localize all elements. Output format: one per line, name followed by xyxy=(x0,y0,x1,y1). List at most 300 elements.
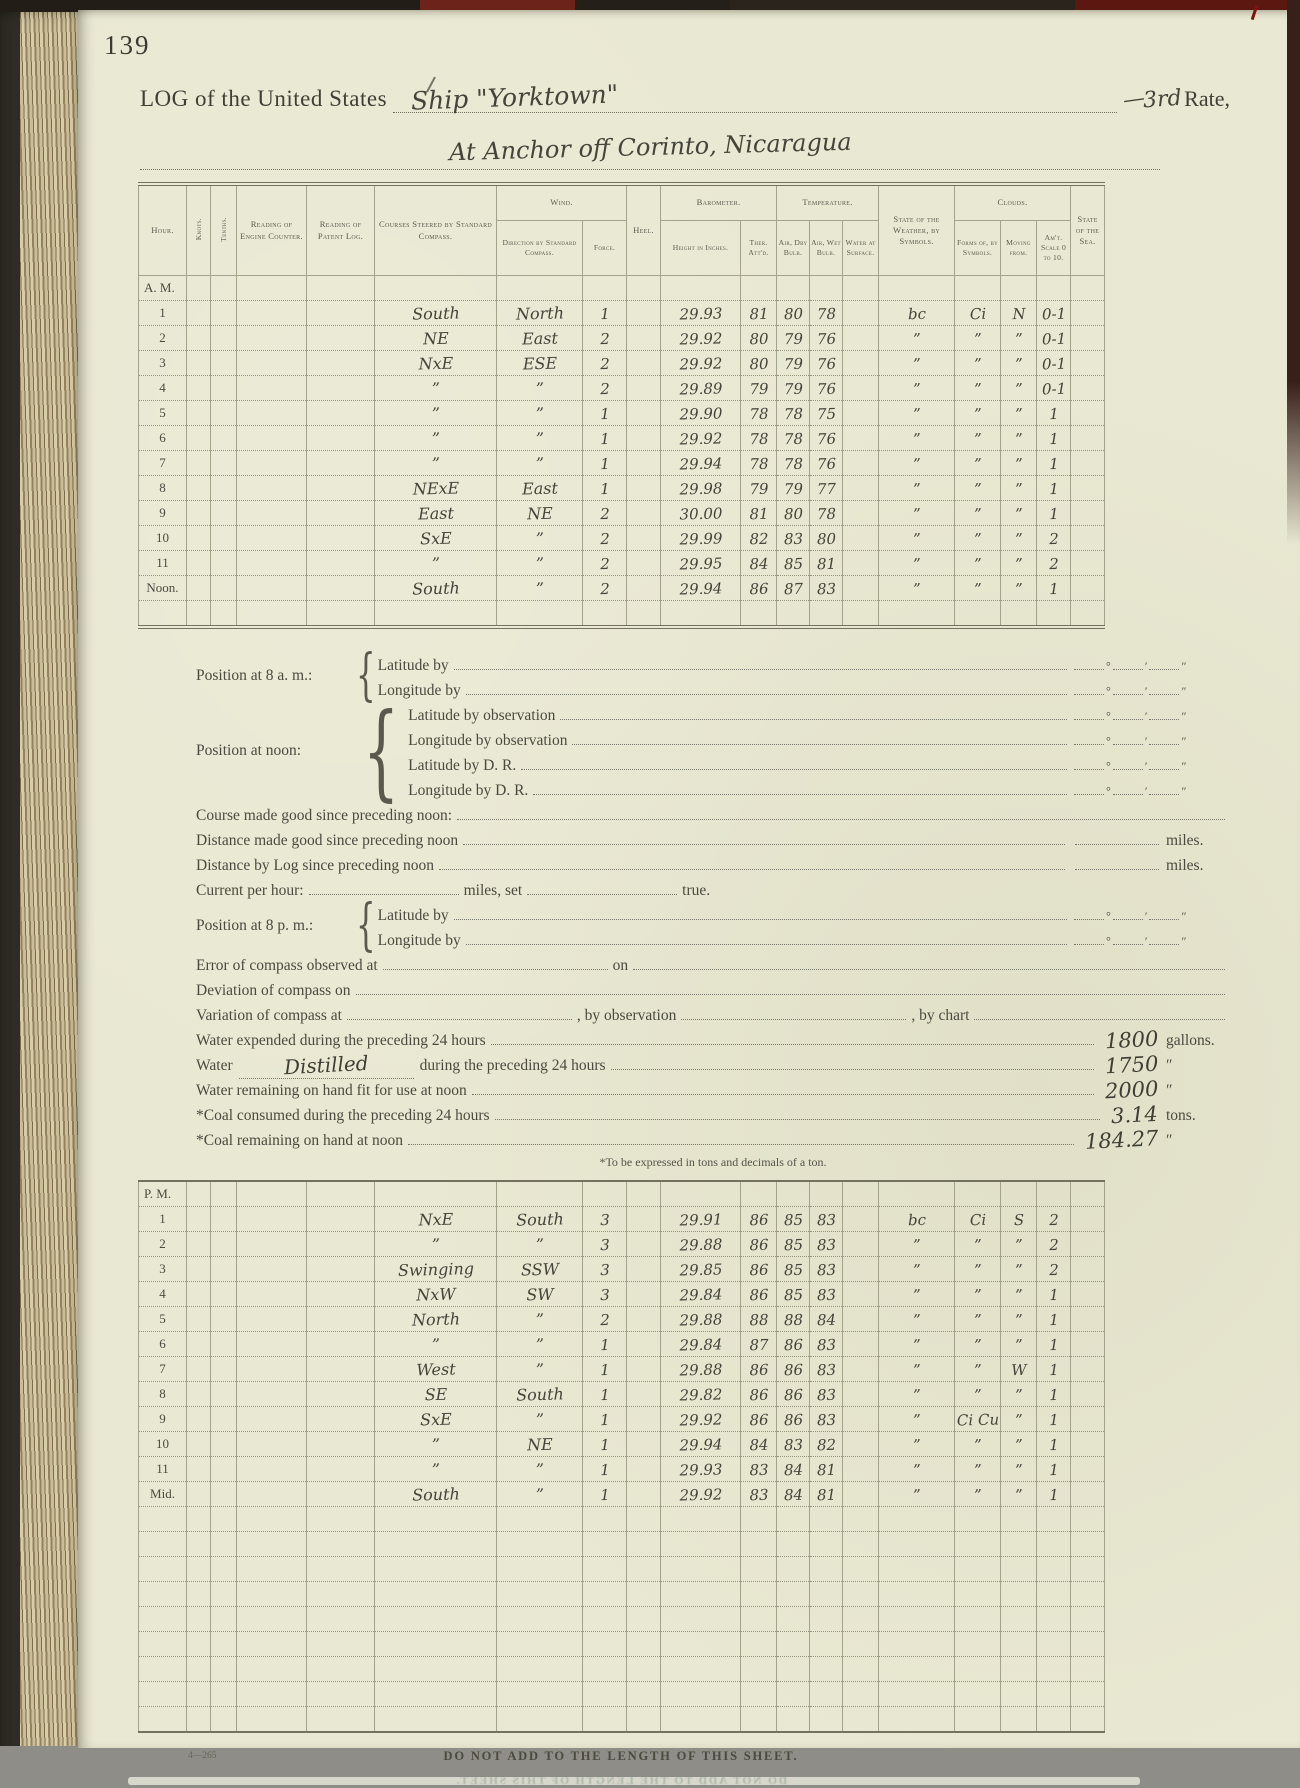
entry-moving: ” xyxy=(1000,1481,1037,1507)
degree-symbol: ° xyxy=(1106,734,1111,748)
blank-line xyxy=(974,1001,1225,1020)
entry-amt: 1 xyxy=(1036,1356,1071,1382)
brace: { xyxy=(356,893,376,958)
col-header-bar-height: Height in Inches. xyxy=(661,221,741,276)
entry-moving: ” xyxy=(1000,1381,1037,1407)
log-row xyxy=(139,1382,1105,1407)
entry-weather: ” xyxy=(878,1306,955,1333)
entry-dry: 88 xyxy=(776,1306,810,1332)
hour-label: 9 xyxy=(139,1407,187,1432)
entry-ther: 83 xyxy=(740,1456,777,1482)
hour-label: 3 xyxy=(139,1257,187,1282)
position-noon-group xyxy=(196,690,1230,812)
entry-bar: 29.95 xyxy=(660,549,741,576)
entry-wet: 76 xyxy=(809,450,843,476)
entry-wind: ” xyxy=(496,1455,583,1482)
entry-bar: 29.88 xyxy=(660,1305,741,1332)
entry-bar: 29.89 xyxy=(660,374,741,401)
entry-forms: ” xyxy=(954,325,1001,351)
hour-label: 2 xyxy=(139,1232,187,1257)
entry-moving: ” xyxy=(1000,325,1037,351)
entry-wet: 76 xyxy=(809,350,843,376)
entry-bar: 29.82 xyxy=(660,1380,741,1407)
blank-degree-field xyxy=(1074,755,1104,770)
degree-fields xyxy=(1072,654,1230,679)
blank-line xyxy=(383,951,608,970)
hour-label: 5 xyxy=(139,1307,187,1332)
error-of-compass-line: Error of compass observed at on xyxy=(196,951,1230,976)
blank-degree-field xyxy=(1149,780,1179,795)
entry-bar: 29.94 xyxy=(660,449,741,476)
entry-ther: 83 xyxy=(740,1481,777,1507)
entry-forms: Ci xyxy=(954,300,1001,326)
entry-force: 1 xyxy=(582,1356,627,1382)
water-remaining-line: Water remaining on hand fit for use at noon 2000 ″ xyxy=(196,1076,1173,1104)
entry-wet: 81 xyxy=(809,1456,843,1482)
entry-bar: 29.84 xyxy=(660,1280,741,1307)
empty-row xyxy=(139,1607,1105,1632)
degree-symbol: ″ xyxy=(1181,684,1187,698)
entry-moving: ” xyxy=(1000,1281,1037,1307)
water-expended-line: Water expended during the preceding 24 hours 1800 gallons. xyxy=(196,1026,1215,1054)
entry-wind: ” xyxy=(496,374,583,401)
entry-forms: ” xyxy=(954,1306,1001,1332)
entry-courses: ” xyxy=(374,1455,497,1483)
entry-moving: ” xyxy=(1000,1431,1037,1457)
title-printed: LOG of the United States xyxy=(140,86,388,111)
col-header-tenths: Tenths. xyxy=(211,184,237,276)
blank-line xyxy=(495,1101,1101,1120)
col-header-courses: Courses Steered by Standard Compass. xyxy=(375,184,497,276)
entry-weather: ” xyxy=(878,425,955,452)
col-header-clouds: Clouds. xyxy=(955,184,1071,221)
entry-courses: East xyxy=(374,499,497,527)
entry-wet: 81 xyxy=(809,550,843,576)
entry-ther: 86 xyxy=(740,1381,777,1407)
entry-bar: 29.93 xyxy=(660,299,741,326)
entry-courses: NExE xyxy=(374,474,497,502)
col-header-engine-counter: Reading of Engine Counter. xyxy=(237,184,307,276)
blank-degree-field xyxy=(1149,705,1179,720)
bleed-through-text: DO NOT ADD TO THE LENGTH OF THIS SHEET. xyxy=(454,1775,788,1787)
rate-printed: Rate, xyxy=(1184,86,1230,111)
entry-bar: 30.00 xyxy=(660,499,741,526)
entry-wind: ” xyxy=(496,1305,583,1332)
hour-label: 3 xyxy=(139,351,187,376)
degree-symbol: ″ xyxy=(1181,659,1187,673)
log-row xyxy=(139,1307,1105,1332)
degree-symbol: ′ xyxy=(1144,934,1148,948)
entry-wet: 76 xyxy=(809,375,843,401)
coal-consumed-value: 3.14 xyxy=(1110,1101,1159,1129)
entry-ther: 87 xyxy=(740,1331,777,1357)
entry-wind: SSW xyxy=(496,1255,583,1282)
entry-wet: 76 xyxy=(809,425,843,451)
blank-degree-field xyxy=(1113,755,1143,770)
col-header-cloud-forms: Forms of, by Symbols. xyxy=(955,221,1001,276)
water-distilled-line: Water Distilled during the preceding 24 hours 1750 ″ xyxy=(196,1050,1173,1080)
lon-observation-label: Longitude by observation xyxy=(408,732,568,749)
entry-weather: ” xyxy=(878,1231,955,1258)
entry-bar: 29.84 xyxy=(660,1330,741,1357)
empty-row xyxy=(139,1632,1105,1657)
blank-line xyxy=(466,676,1067,695)
degree-symbol: ° xyxy=(1106,784,1111,798)
col-header-patent-log: Reading of Patent Log. xyxy=(307,184,375,276)
entry-dry: 86 xyxy=(776,1331,810,1357)
entry-weather: ” xyxy=(878,1281,955,1308)
entry-force: 1 xyxy=(582,300,627,326)
entry-dry: 80 xyxy=(776,300,810,326)
entry-dry: 79 xyxy=(776,475,810,501)
entry-amt: 1 xyxy=(1036,575,1071,601)
entry-moving: ” xyxy=(1000,575,1037,601)
entry-moving: ” xyxy=(1000,450,1037,476)
entry-weather: ” xyxy=(878,1456,955,1483)
blank-line xyxy=(633,951,1225,970)
entry-amt: 1 xyxy=(1036,1456,1071,1482)
entry-force: 2 xyxy=(582,575,627,601)
hour-label: 6 xyxy=(139,1332,187,1357)
degree-symbol: ′ xyxy=(1144,734,1148,748)
col-header-water-surface: Water at Surface. xyxy=(843,221,879,276)
col-header-wet-bulb: Air, Wet Bulb. xyxy=(810,221,843,276)
footer-warning: DO NOT ADD TO THE LENGTH OF THIS SHEET. xyxy=(443,1749,799,1763)
entry-courses: SxE xyxy=(374,524,497,552)
pm-log-table xyxy=(138,1180,1105,1733)
entry-bar: 29.92 xyxy=(660,1480,741,1507)
log-row xyxy=(139,1432,1105,1457)
variation-line: Variation of compass at , by observation , by chart xyxy=(196,1001,1230,1026)
entry-moving: ” xyxy=(1000,500,1037,526)
degree-symbol: ° xyxy=(1106,659,1111,673)
entry-wet: 78 xyxy=(809,300,843,326)
entry-moving: ” xyxy=(1000,350,1037,376)
entry-amt: 1 xyxy=(1036,1381,1071,1407)
entry-ther: 78 xyxy=(740,425,777,451)
section-label: A. M. xyxy=(139,276,187,301)
water-distilled-value: 1750 xyxy=(1103,1051,1159,1079)
entry-wind: South xyxy=(496,1205,583,1232)
log-row xyxy=(139,1457,1105,1482)
entry-dry: 79 xyxy=(776,350,810,376)
entry-wind: ” xyxy=(496,1480,583,1507)
entry-dry: 87 xyxy=(776,575,810,601)
entry-courses: ” xyxy=(374,1430,497,1458)
water-expended-value: 1800 xyxy=(1103,1026,1159,1054)
entry-amt: 0-1 xyxy=(1036,375,1071,401)
coal-remaining-value: 184.27 xyxy=(1083,1126,1159,1154)
entry-forms: Ci Cu xyxy=(954,1406,1001,1432)
degree-symbol: ° xyxy=(1106,909,1111,923)
entry-courses: ” xyxy=(374,1330,497,1358)
entry-dry: 80 xyxy=(776,500,810,526)
entry-bar: 29.93 xyxy=(660,1455,741,1482)
degree-symbol: ° xyxy=(1106,759,1111,773)
degree-symbol: ″ xyxy=(1181,784,1187,798)
degree-symbol: ″ xyxy=(1181,759,1187,773)
col-header-weather: State of the Weather, by Symbols. xyxy=(879,184,955,276)
log-row xyxy=(139,1282,1105,1307)
entry-weather: bc xyxy=(878,1206,955,1233)
entry-ther: 79 xyxy=(740,375,777,401)
entry-ther: 81 xyxy=(740,300,777,326)
blank-degree-field xyxy=(1074,780,1104,795)
entry-dry: 83 xyxy=(776,1431,810,1457)
blank-degree-field xyxy=(1113,680,1143,695)
entry-wet: 76 xyxy=(809,325,843,351)
entry-ther: 82 xyxy=(740,525,777,551)
entry-force: 1 xyxy=(582,450,627,476)
entry-weather: ” xyxy=(878,1256,955,1283)
entry-moving: ” xyxy=(1000,425,1037,451)
entry-wind: ” xyxy=(496,1330,583,1357)
entry-moving: ” xyxy=(1000,1256,1037,1282)
entry-wet: 77 xyxy=(809,475,843,501)
col-header-hour: Hour. xyxy=(139,184,187,276)
entry-dry: 85 xyxy=(776,1281,810,1307)
entry-amt: 0-1 xyxy=(1036,300,1071,326)
entry-weather: ” xyxy=(878,400,955,427)
blank-degree-field xyxy=(1074,680,1104,695)
entry-moving: ” xyxy=(1000,550,1037,576)
log-row xyxy=(139,1207,1105,1232)
entry-bar: 29.91 xyxy=(660,1205,741,1232)
entry-dry: 84 xyxy=(776,1481,810,1507)
coal-footnote: *To be expressed in tons and decimals of a ton. xyxy=(599,1155,827,1169)
entry-dry: 84 xyxy=(776,1456,810,1482)
entry-dry: 86 xyxy=(776,1356,810,1382)
entry-weather: ” xyxy=(878,350,955,377)
blank-line xyxy=(527,876,677,895)
entry-amt: 1 xyxy=(1036,400,1071,426)
entry-bar: 29.88 xyxy=(660,1355,741,1382)
blank-degree-field xyxy=(1149,905,1179,920)
log-row xyxy=(139,1257,1105,1282)
entry-forms: ” xyxy=(954,350,1001,376)
entry-wet: 83 xyxy=(809,1331,843,1357)
hour-label: 11 xyxy=(139,1457,187,1482)
entry-weather: ” xyxy=(878,1431,955,1458)
entry-amt: 1 xyxy=(1036,1306,1071,1332)
degree-symbol: ′ xyxy=(1144,659,1148,673)
blank-degree-field xyxy=(1149,655,1179,670)
entry-wet: 75 xyxy=(809,400,843,426)
entry-forms: ” xyxy=(954,1356,1001,1382)
blank-degree-field xyxy=(1149,930,1179,945)
entry-wet: 81 xyxy=(809,1481,843,1507)
hour-label: 7 xyxy=(139,1357,187,1382)
entry-courses: ” xyxy=(374,1230,497,1258)
entry-amt: 2 xyxy=(1036,550,1071,576)
entry-dry: 85 xyxy=(776,550,810,576)
entry-forms: ” xyxy=(954,1431,1001,1457)
log-row xyxy=(139,1332,1105,1357)
entry-ther: 86 xyxy=(740,1206,777,1232)
col-header-dry-bulb: Air, Dry Bulb. xyxy=(777,221,810,276)
entry-force: 2 xyxy=(582,525,627,551)
entry-forms: ” xyxy=(954,1381,1001,1407)
degree-symbol: ′ xyxy=(1144,759,1148,773)
entry-ther: 86 xyxy=(740,1231,777,1257)
position-8pm-label: Position at 8 p. m.: xyxy=(196,917,314,934)
entry-force: 3 xyxy=(582,1256,627,1282)
entry-amt: 1 xyxy=(1036,500,1071,526)
distilled-field xyxy=(239,1051,414,1079)
col-header-heel: Heel. xyxy=(627,184,661,276)
hour-label: 8 xyxy=(139,476,187,501)
entry-amt: 1 xyxy=(1036,1331,1071,1357)
entry-ther: 86 xyxy=(740,1356,777,1382)
entry-amt: 1 xyxy=(1036,1481,1071,1507)
entry-courses: South xyxy=(374,574,497,602)
entry-bar: 29.92 xyxy=(660,349,741,376)
hour-label: 11 xyxy=(139,551,187,576)
degree-symbol: ′ xyxy=(1144,684,1148,698)
col-header-bar-ther: Ther. Att'd. xyxy=(741,221,777,276)
location-line xyxy=(140,129,1160,170)
log-page xyxy=(78,10,1300,1787)
blank-line xyxy=(472,1076,1094,1095)
entry-weather: ” xyxy=(878,325,955,352)
entry-ther: 78 xyxy=(740,450,777,476)
entry-moving: ” xyxy=(1000,1231,1037,1257)
rate-flourish: — xyxy=(1120,85,1147,114)
entry-weather: ” xyxy=(878,1406,955,1433)
log-row xyxy=(139,301,1105,326)
entry-dry: 79 xyxy=(776,375,810,401)
page-number: 139 xyxy=(104,30,151,60)
brace: { xyxy=(362,690,400,812)
latitude-by-label: Latitude by xyxy=(377,657,449,674)
entry-moving: ” xyxy=(1000,400,1037,426)
entry-wind: North xyxy=(496,299,583,326)
entry-forms: ” xyxy=(954,1281,1001,1307)
col-header-temperature: Temperature. xyxy=(777,184,879,221)
position-noon-label: Position at noon: xyxy=(196,742,302,759)
entry-amt: 2 xyxy=(1036,1256,1071,1282)
entry-amt: 2 xyxy=(1036,1206,1071,1232)
entry-weather: ” xyxy=(878,450,955,477)
entry-force: 2 xyxy=(582,500,627,526)
entry-moving: ” xyxy=(1000,1331,1037,1357)
entry-amt: 0-1 xyxy=(1036,350,1071,376)
log-row xyxy=(139,426,1105,451)
lat-observation-label: Latitude by observation xyxy=(408,707,556,724)
entry-courses: ” xyxy=(374,399,497,427)
hour-label: 6 xyxy=(139,426,187,451)
hour-label: Mid. xyxy=(139,1482,187,1507)
entry-forms: ” xyxy=(954,525,1001,551)
col-header-barometer: Barometer. xyxy=(661,184,777,221)
longitude-by-label: Longitude by xyxy=(377,682,461,699)
entry-force: 1 xyxy=(582,1331,627,1357)
blank-line xyxy=(491,1026,1094,1045)
blank-line xyxy=(1075,826,1159,845)
entry-courses: ” xyxy=(374,424,497,452)
brace: { xyxy=(356,643,376,708)
entry-wet: 83 xyxy=(809,1231,843,1257)
entry-moving: ” xyxy=(1000,525,1037,551)
entry-courses: SxE xyxy=(374,1405,497,1433)
noon-report-form xyxy=(196,643,1230,1170)
degree-symbol: ′ xyxy=(1144,709,1148,723)
entry-wet: 83 xyxy=(809,1256,843,1282)
entry-force: 2 xyxy=(582,350,627,376)
entry-forms: ” xyxy=(954,1331,1001,1357)
col-header-cloud-amount: Am't. Scale 0 to 10. xyxy=(1037,221,1071,276)
entry-forms: ” xyxy=(954,1256,1001,1282)
blank-degree-field xyxy=(1074,655,1104,670)
entry-weather: ” xyxy=(878,500,955,527)
col-header-wind-direction: Direction by Standard Compass. xyxy=(497,221,583,276)
entry-forms: ” xyxy=(954,575,1001,601)
entry-force: 2 xyxy=(582,1306,627,1332)
entry-bar: 29.99 xyxy=(660,524,741,551)
degree-fields xyxy=(1072,904,1230,929)
blank-line xyxy=(457,801,1225,820)
entry-dry: 79 xyxy=(776,325,810,351)
blank-degree-field xyxy=(1113,730,1143,745)
blank-degree-field xyxy=(1113,655,1143,670)
entry-wind: ” xyxy=(496,524,583,551)
entry-bar: 29.92 xyxy=(660,1405,741,1432)
am-log-table xyxy=(138,182,1105,629)
book-right-cover-edge xyxy=(1287,0,1300,545)
entry-moving: S xyxy=(1000,1206,1037,1232)
blank-line xyxy=(466,926,1067,945)
entry-courses: ” xyxy=(374,374,497,402)
entry-courses: West xyxy=(374,1355,497,1383)
log-row xyxy=(139,1232,1105,1257)
blank-degree-field xyxy=(1149,755,1179,770)
water-remaining-value: 2000 xyxy=(1103,1076,1159,1104)
entry-dry: 86 xyxy=(776,1406,810,1432)
entry-wind: ESE xyxy=(496,349,583,376)
entry-moving: ” xyxy=(1000,475,1037,501)
entry-bar: 29.85 xyxy=(660,1255,741,1282)
blank-line xyxy=(560,701,1067,720)
blank-line xyxy=(611,1051,1094,1070)
entry-wind: ” xyxy=(496,1405,583,1432)
entry-dry: 78 xyxy=(776,450,810,476)
hour-label: 1 xyxy=(139,301,187,326)
entry-force: 1 xyxy=(582,425,627,451)
entry-courses: NxE xyxy=(374,1205,497,1233)
entry-amt: 2 xyxy=(1036,1231,1071,1257)
log-row xyxy=(139,1482,1105,1507)
blank-degree-field xyxy=(1074,730,1104,745)
log-row xyxy=(139,1357,1105,1382)
ship-name-field xyxy=(393,79,1116,116)
blank-line xyxy=(681,1001,906,1020)
hour-label: 4 xyxy=(139,376,187,401)
entry-wind: South xyxy=(496,1380,583,1407)
blank-line xyxy=(521,751,1067,770)
entry-weather: ” xyxy=(878,475,955,502)
entry-moving: ” xyxy=(1000,1456,1037,1482)
entry-dry: 78 xyxy=(776,425,810,451)
degree-fields xyxy=(1072,754,1230,779)
entry-weather: bc xyxy=(878,300,955,327)
entry-wind: ” xyxy=(496,399,583,426)
blank-line xyxy=(347,1001,572,1020)
entry-weather: ” xyxy=(878,525,955,552)
entry-wind: NE xyxy=(496,499,583,526)
entry-forms: ” xyxy=(954,400,1001,426)
hour-label: 10 xyxy=(139,1432,187,1457)
hour-label: 5 xyxy=(139,401,187,426)
